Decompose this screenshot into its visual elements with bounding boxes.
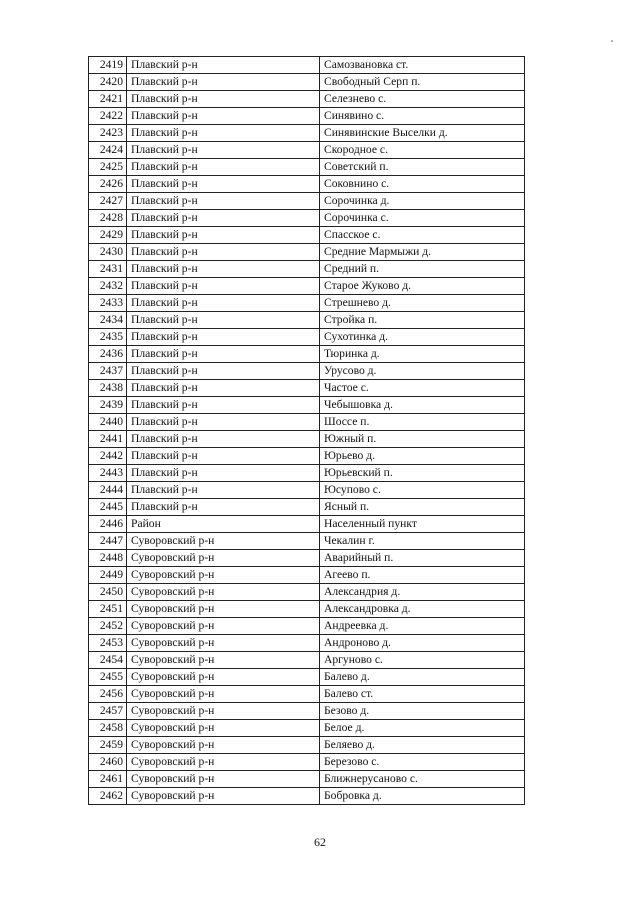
settlement-cell: Соковнино с. [320, 176, 525, 193]
settlement-cell: Беляево д. [320, 737, 525, 754]
district-cell: Суворовский р-н [127, 771, 320, 788]
district-cell: Плавский р-н [127, 278, 320, 295]
settlement-cell: Юрьево д. [320, 448, 525, 465]
district-cell: Плавский р-н [127, 448, 320, 465]
settlement-cell: Старое Жуково д. [320, 278, 525, 295]
table-row [89, 346, 525, 363]
settlement-cell: Южный п. [320, 431, 525, 448]
settlement-cell: Синявинские Выселки д. [320, 125, 525, 142]
table-row [89, 142, 525, 159]
row-number-cell: 2449 [89, 567, 127, 584]
district-cell: Плавский р-н [127, 312, 320, 329]
settlement-cell: Ясный п. [320, 499, 525, 516]
table-row [89, 720, 525, 737]
table-row [89, 482, 525, 499]
settlement-cell: Бобровка д. [320, 788, 525, 805]
row-number-cell: 2426 [89, 176, 127, 193]
district-cell: Суворовский р-н [127, 635, 320, 652]
district-cell: Плавский р-н [127, 142, 320, 159]
settlement-cell: Аргуново с. [320, 652, 525, 669]
district-cell: Суворовский р-н [127, 584, 320, 601]
settlement-cell: Белое д. [320, 720, 525, 737]
row-number-cell: 2455 [89, 669, 127, 686]
settlements-table-body [89, 57, 525, 805]
district-cell: Плавский р-н [127, 465, 320, 482]
row-number-cell: 2435 [89, 329, 127, 346]
district-cell: Суворовский р-н [127, 737, 320, 754]
table-row [89, 312, 525, 329]
table-row [89, 159, 525, 176]
scan-dust-mark [611, 40, 613, 42]
table-row [89, 533, 525, 550]
row-number-cell: 2425 [89, 159, 127, 176]
district-cell: Район [127, 516, 320, 533]
district-cell: Плавский р-н [127, 329, 320, 346]
district-cell: Плавский р-н [127, 108, 320, 125]
row-number-cell: 2452 [89, 618, 127, 635]
settlement-cell: Стрешнево д. [320, 295, 525, 312]
table-row [89, 788, 525, 805]
settlement-cell: Андреевка д. [320, 618, 525, 635]
table-row [89, 567, 525, 584]
district-cell: Плавский р-н [127, 261, 320, 278]
district-cell: Плавский р-н [127, 380, 320, 397]
district-cell: Суворовский р-н [127, 567, 320, 584]
table-row [89, 499, 525, 516]
settlement-cell: Сухотинка д. [320, 329, 525, 346]
settlement-cell: Аварийный п. [320, 550, 525, 567]
row-number-cell: 2430 [89, 244, 127, 261]
table-row [89, 652, 525, 669]
table-row [89, 363, 525, 380]
row-number-cell: 2440 [89, 414, 127, 431]
row-number-cell: 2431 [89, 261, 127, 278]
settlement-cell: Юсупово с. [320, 482, 525, 499]
settlement-cell: Чекалин г. [320, 533, 525, 550]
page-number: 62 [314, 835, 326, 849]
district-cell: Суворовский р-н [127, 618, 320, 635]
row-number-cell: 2442 [89, 448, 127, 465]
row-number-cell: 2456 [89, 686, 127, 703]
table-row [89, 74, 525, 91]
settlement-cell: Безово д. [320, 703, 525, 720]
table-row [89, 227, 525, 244]
table-row [89, 601, 525, 618]
settlements-table [88, 56, 525, 805]
table-row [89, 380, 525, 397]
district-cell: Плавский р-н [127, 499, 320, 516]
row-number-cell: 2439 [89, 397, 127, 414]
table-row [89, 669, 525, 686]
settlement-cell: Самозвановка ст. [320, 57, 525, 74]
row-number-cell: 2448 [89, 550, 127, 567]
table-row [89, 210, 525, 227]
district-cell: Плавский р-н [127, 431, 320, 448]
table-row [89, 278, 525, 295]
table-row [89, 703, 525, 720]
settlement-cell: Балево д. [320, 669, 525, 686]
table-row [89, 516, 525, 533]
district-cell: Суворовский р-н [127, 686, 320, 703]
row-number-cell: 2454 [89, 652, 127, 669]
district-cell: Суворовский р-н [127, 754, 320, 771]
table-row [89, 91, 525, 108]
table-row [89, 176, 525, 193]
row-number-cell: 2461 [89, 771, 127, 788]
district-cell: Плавский р-н [127, 91, 320, 108]
row-number-cell: 2441 [89, 431, 127, 448]
row-number-cell: 2419 [89, 57, 127, 74]
table-row [89, 261, 525, 278]
table-row [89, 57, 525, 74]
table-row [89, 448, 525, 465]
row-number-cell: 2437 [89, 363, 127, 380]
district-cell: Суворовский р-н [127, 788, 320, 805]
district-cell: Плавский р-н [127, 193, 320, 210]
district-cell: Плавский р-н [127, 176, 320, 193]
settlement-cell: Александрия д. [320, 584, 525, 601]
settlement-cell: Спасское с. [320, 227, 525, 244]
district-cell: Плавский р-н [127, 346, 320, 363]
district-cell: Плавский р-н [127, 210, 320, 227]
table-row [89, 397, 525, 414]
settlement-cell: Населенный пункт [320, 516, 525, 533]
district-cell: Плавский р-н [127, 414, 320, 431]
settlement-cell: Сорочинка д. [320, 193, 525, 210]
district-cell: Суворовский р-н [127, 550, 320, 567]
district-cell: Суворовский р-н [127, 652, 320, 669]
table-row [89, 635, 525, 652]
district-cell: Суворовский р-н [127, 720, 320, 737]
row-number-cell: 2421 [89, 91, 127, 108]
settlement-cell: Урусово д. [320, 363, 525, 380]
table-row [89, 754, 525, 771]
table-row [89, 125, 525, 142]
row-number-cell: 2460 [89, 754, 127, 771]
table-row [89, 584, 525, 601]
table-row [89, 244, 525, 261]
settlement-cell: Средние Мармыжи д. [320, 244, 525, 261]
district-cell: Плавский р-н [127, 125, 320, 142]
settlement-cell: Балево ст. [320, 686, 525, 703]
district-cell: Суворовский р-н [127, 703, 320, 720]
district-cell: Суворовский р-н [127, 533, 320, 550]
district-cell: Плавский р-н [127, 74, 320, 91]
row-number-cell: 2436 [89, 346, 127, 363]
row-number-cell: 2434 [89, 312, 127, 329]
row-number-cell: 2444 [89, 482, 127, 499]
settlement-cell: Тюринка д. [320, 346, 525, 363]
district-cell: Плавский р-н [127, 244, 320, 261]
district-cell: Плавский р-н [127, 295, 320, 312]
row-number-cell: 2443 [89, 465, 127, 482]
district-cell: Плавский р-н [127, 227, 320, 244]
row-number-cell: 2432 [89, 278, 127, 295]
district-cell: Суворовский р-н [127, 669, 320, 686]
row-number-cell: 2427 [89, 193, 127, 210]
settlement-cell: Сорочинка с. [320, 210, 525, 227]
row-number-cell: 2462 [89, 788, 127, 805]
row-number-cell: 2450 [89, 584, 127, 601]
table-row [89, 193, 525, 210]
settlement-cell: Агеево п. [320, 567, 525, 584]
settlement-cell: Ближнерусаново с. [320, 771, 525, 788]
row-number-cell: 2438 [89, 380, 127, 397]
row-number-cell: 2457 [89, 703, 127, 720]
row-number-cell: 2420 [89, 74, 127, 91]
table-row [89, 618, 525, 635]
table-row [89, 737, 525, 754]
row-number-cell: 2451 [89, 601, 127, 618]
table-row [89, 414, 525, 431]
row-number-cell: 2446 [89, 516, 127, 533]
row-number-cell: 2459 [89, 737, 127, 754]
row-number-cell: 2429 [89, 227, 127, 244]
district-cell: Суворовский р-н [127, 601, 320, 618]
district-cell: Плавский р-н [127, 363, 320, 380]
table-row [89, 431, 525, 448]
row-number-cell: 2423 [89, 125, 127, 142]
settlement-cell: Юрьевский п. [320, 465, 525, 482]
settlement-cell: Шоссе п. [320, 414, 525, 431]
row-number-cell: 2424 [89, 142, 127, 159]
table-row [89, 465, 525, 482]
district-cell: Плавский р-н [127, 159, 320, 176]
row-number-cell: 2422 [89, 108, 127, 125]
table-row [89, 295, 525, 312]
settlement-cell: Александровка д. [320, 601, 525, 618]
table-row [89, 329, 525, 346]
table-row [89, 771, 525, 788]
table-row [89, 108, 525, 125]
settlement-cell: Андроново д. [320, 635, 525, 652]
settlement-cell: Советский п. [320, 159, 525, 176]
settlement-cell: Синявино с. [320, 108, 525, 125]
row-number-cell: 2433 [89, 295, 127, 312]
row-number-cell: 2447 [89, 533, 127, 550]
row-number-cell: 2453 [89, 635, 127, 652]
row-number-cell: 2458 [89, 720, 127, 737]
settlement-cell: Стройка п. [320, 312, 525, 329]
district-cell: Плавский р-н [127, 482, 320, 499]
table-row [89, 550, 525, 567]
district-cell: Плавский р-н [127, 57, 320, 74]
district-cell: Плавский р-н [127, 397, 320, 414]
settlement-cell: Березово с. [320, 754, 525, 771]
settlement-cell: Средний п. [320, 261, 525, 278]
settlement-cell: Свободный Серп п. [320, 74, 525, 91]
row-number-cell: 2445 [89, 499, 127, 516]
settlement-cell: Селезнево с. [320, 91, 525, 108]
table-row [89, 686, 525, 703]
settlement-cell: Частое с. [320, 380, 525, 397]
settlement-cell: Чебышовка д. [320, 397, 525, 414]
row-number-cell: 2428 [89, 210, 127, 227]
settlement-cell: Скородное с. [320, 142, 525, 159]
